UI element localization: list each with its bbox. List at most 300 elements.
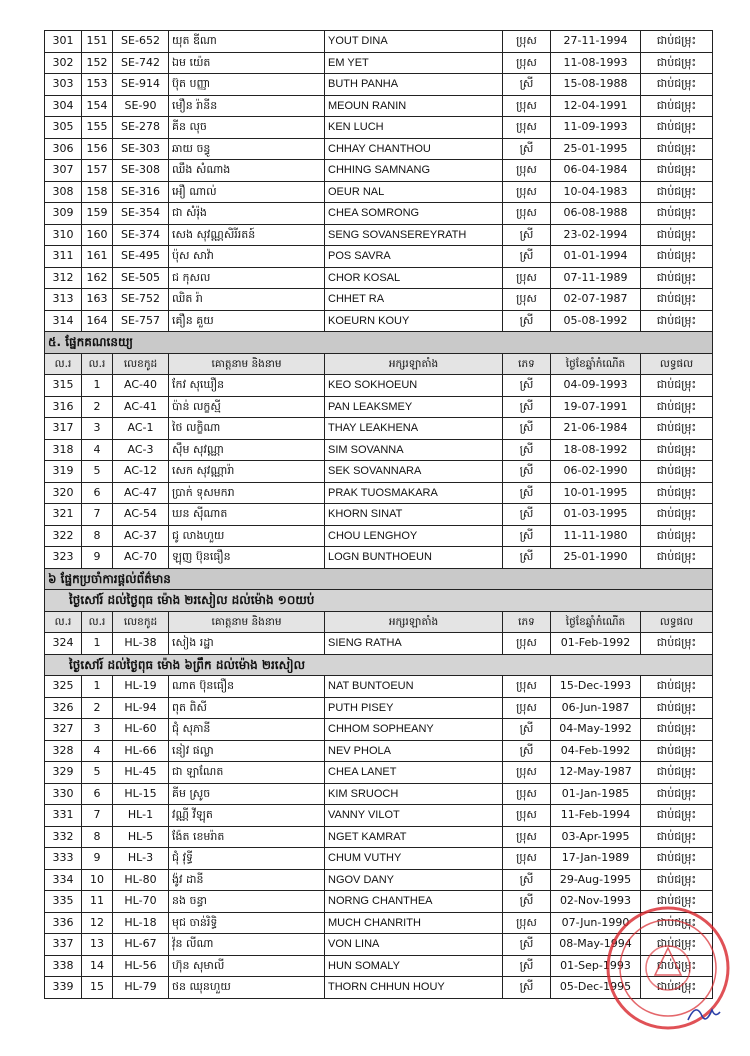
birth-date: 01-Sep-1993: [551, 955, 641, 977]
latin-name: THORN CHHUN HOUY: [325, 977, 503, 999]
group-number: 5: [82, 762, 113, 784]
group-number: 6: [82, 482, 113, 504]
gender: ស្រី: [503, 74, 551, 96]
group-number: 9: [82, 848, 113, 870]
shift-heading-text: ថ្ងៃសៅរ៍ ដល់ថ្ងៃពុធ ម៉ោង ៦ព្រឹក ដល់ម៉ោង ២រសៀល: [45, 654, 713, 676]
gender: ស្រី: [503, 224, 551, 246]
table-row: [45, 826, 713, 848]
column-header: លទ្ធផល: [641, 611, 713, 633]
official-seal-stamp: [600, 880, 730, 1040]
gender: ប្រុស: [503, 95, 551, 117]
row-number: 339: [45, 977, 82, 999]
gender: ប្រុស: [503, 848, 551, 870]
khmer-name: សេក សុវណ្ណារ៉ា: [169, 461, 325, 483]
group-number: 4: [82, 439, 113, 461]
row-number: 320: [45, 482, 82, 504]
table-row: [45, 697, 713, 719]
latin-name: MEOUN RANIN: [325, 95, 503, 117]
latin-name: KHORN SINAT: [325, 504, 503, 526]
result: ជាប់ជម្រុះ: [641, 697, 713, 719]
khmer-name: គឿន គួយ: [169, 310, 325, 332]
candidate-code: HL-18: [113, 912, 169, 934]
gender: ស្រី: [503, 740, 551, 762]
table-row: [45, 160, 713, 182]
gender: ប្រុស: [503, 160, 551, 182]
column-header: លទ្ធផល: [641, 353, 713, 375]
candidate-code: SE-742: [113, 52, 169, 74]
column-header: ល.រ: [82, 611, 113, 633]
group-number: 1: [82, 375, 113, 397]
section-heading-text: ៦ ផ្នែកប្រចាំការផ្តល់ព័ត៌មាន: [45, 568, 713, 590]
latin-name: KIM SRUOCH: [325, 783, 503, 805]
candidate-code: HL-94: [113, 697, 169, 719]
khmer-name: អឿ ណាល់: [169, 181, 325, 203]
gender: ប្រុស: [503, 826, 551, 848]
khmer-name: ស៊ឹម សុវណ្ណា: [169, 439, 325, 461]
gender: ស្រី: [503, 934, 551, 956]
result: ជាប់ជម្រុះ: [641, 719, 713, 741]
khmer-name: ឡុញ ប៊ុនធឿន: [169, 547, 325, 569]
latin-name: PUTH PISEY: [325, 697, 503, 719]
row-number: 307: [45, 160, 82, 182]
table-row: [45, 52, 713, 74]
candidate-code: SE-505: [113, 267, 169, 289]
result: ជាប់ជម្រុះ: [641, 246, 713, 268]
table-row: [45, 676, 713, 698]
table-row: [45, 138, 713, 160]
result: ជាប់ជម្រុះ: [641, 676, 713, 698]
result: ជាប់ជម្រុះ: [641, 439, 713, 461]
column-header-row: [45, 611, 713, 633]
latin-name: KOEURN KOUY: [325, 310, 503, 332]
result: ជាប់ជម្រុះ: [641, 289, 713, 311]
khmer-name: មុជ ចាន់រិទ្ធិ: [169, 912, 325, 934]
table-row: [45, 525, 713, 547]
row-number: 316: [45, 396, 82, 418]
birth-date: 01-Jan-1985: [551, 783, 641, 805]
group-number: 6: [82, 783, 113, 805]
row-number: 336: [45, 912, 82, 934]
table-row: [45, 267, 713, 289]
table-row: [45, 224, 713, 246]
row-number: 305: [45, 117, 82, 139]
result: ជាប់ជម្រុះ: [641, 633, 713, 655]
table-row: [45, 719, 713, 741]
birth-date: 03-Apr-1995: [551, 826, 641, 848]
candidate-code: SE-90: [113, 95, 169, 117]
result: ជាប់ជម្រុះ: [641, 375, 713, 397]
candidate-code: SE-914: [113, 74, 169, 96]
group-number: 156: [82, 138, 113, 160]
section-heading: [45, 332, 713, 354]
latin-name: NGET KAMRAT: [325, 826, 503, 848]
column-header: លេខកូដ: [113, 353, 169, 375]
table-row: [45, 246, 713, 268]
khmer-name: ជូ លាងហួយ: [169, 525, 325, 547]
group-number: 13: [82, 934, 113, 956]
row-number: 322: [45, 525, 82, 547]
group-number: 2: [82, 396, 113, 418]
latin-name: CHOU LENGHOY: [325, 525, 503, 547]
row-number: 310: [45, 224, 82, 246]
row-number: 329: [45, 762, 82, 784]
candidate-code: HL-45: [113, 762, 169, 784]
row-number: 331: [45, 805, 82, 827]
result: ជាប់ជម្រុះ: [641, 181, 713, 203]
birth-date: 01-03-1995: [551, 504, 641, 526]
candidate-code: HL-15: [113, 783, 169, 805]
gender: ស្រី: [503, 396, 551, 418]
khmer-name: ង៉ែត ខេមរ៉ាត: [169, 826, 325, 848]
group-number: 8: [82, 826, 113, 848]
khmer-name: ជុំ វុទ្ធី: [169, 848, 325, 870]
gender: ស្រី: [503, 375, 551, 397]
gender: ស្រី: [503, 547, 551, 569]
candidate-code: SE-354: [113, 203, 169, 225]
candidate-code: SE-757: [113, 310, 169, 332]
latin-name: KEO SOKHOEUN: [325, 375, 503, 397]
table-row: [45, 203, 713, 225]
birth-date: 29-Aug-1995: [551, 869, 641, 891]
birth-date: 23-02-1994: [551, 224, 641, 246]
group-number: 5: [82, 461, 113, 483]
birth-date: 11-11-1980: [551, 525, 641, 547]
birth-date: 01-Feb-1992: [551, 633, 641, 655]
candidate-code: HL-80: [113, 869, 169, 891]
row-number: 309: [45, 203, 82, 225]
table-row: [45, 633, 713, 655]
gender: ប្រុស: [503, 697, 551, 719]
khmer-name: គីន លុច: [169, 117, 325, 139]
khmer-name: ថៃ លក្ខិណា: [169, 418, 325, 440]
candidate-code: HL-19: [113, 676, 169, 698]
result: ជាប់ជម្រុះ: [641, 547, 713, 569]
latin-name: THAY LEAKHENA: [325, 418, 503, 440]
candidate-code: SE-374: [113, 224, 169, 246]
khmer-name: ឆាយ ចន្ធូ: [169, 138, 325, 160]
birth-date: 18-08-1992: [551, 439, 641, 461]
birth-date: 05-08-1992: [551, 310, 641, 332]
result: ជាប់ជម្រុះ: [641, 117, 713, 139]
row-number: 327: [45, 719, 82, 741]
birth-date: 25-01-1990: [551, 547, 641, 569]
candidate-code: SE-652: [113, 31, 169, 53]
khmer-name: ថន ឈុនហួយ: [169, 977, 325, 999]
group-number: 12: [82, 912, 113, 934]
birth-date: 15-Dec-1993: [551, 676, 641, 698]
gender: ប្រុស: [503, 52, 551, 74]
row-number: 314: [45, 310, 82, 332]
birth-date: 12-May-1987: [551, 762, 641, 784]
result: ជាប់ជម្រុះ: [641, 869, 713, 891]
birth-date: 06-08-1988: [551, 203, 641, 225]
birth-date: 15-08-1988: [551, 74, 641, 96]
result: ជាប់ជម្រុះ: [641, 783, 713, 805]
result: ជាប់ជម្រុះ: [641, 461, 713, 483]
candidate-code: SE-752: [113, 289, 169, 311]
group-number: 3: [82, 719, 113, 741]
column-header: អក្សរឡាតាំង: [325, 611, 503, 633]
gender: ស្រី: [503, 418, 551, 440]
row-number: 301: [45, 31, 82, 53]
results-table: [44, 30, 713, 999]
gender: ស្រី: [503, 891, 551, 913]
candidate-code: HL-66: [113, 740, 169, 762]
result: ជាប់ជម្រុះ: [641, 138, 713, 160]
row-number: 312: [45, 267, 82, 289]
latin-name: CHEA SOMRONG: [325, 203, 503, 225]
candidate-code: HL-79: [113, 977, 169, 999]
result: ជាប់ជម្រុះ: [641, 826, 713, 848]
result: ជាប់ជម្រុះ: [641, 525, 713, 547]
latin-name: YOUT DINA: [325, 31, 503, 53]
birth-date: 06-02-1990: [551, 461, 641, 483]
latin-name: CHHING SAMNANG: [325, 160, 503, 182]
gender: ស្រី: [503, 461, 551, 483]
result: ជាប់ជម្រុះ: [641, 762, 713, 784]
birth-date: 19-07-1991: [551, 396, 641, 418]
row-number: 325: [45, 676, 82, 698]
group-number: 8: [82, 525, 113, 547]
latin-name: PAN LEAKSMEY: [325, 396, 503, 418]
row-number: 337: [45, 934, 82, 956]
group-number: 3: [82, 418, 113, 440]
row-number: 304: [45, 95, 82, 117]
shift-heading-text: ថ្ងៃសៅរ៍ ដល់ថ្ងៃពុធ ម៉ោង ២រសៀល ដល់ម៉ោង ១០យប់: [45, 590, 713, 612]
birth-date: 06-04-1984: [551, 160, 641, 182]
candidate-code: SE-278: [113, 117, 169, 139]
birth-date: 06-Jun-1987: [551, 697, 641, 719]
row-number: 338: [45, 955, 82, 977]
table-row: [45, 762, 713, 784]
column-header: ភេទ: [503, 611, 551, 633]
row-number: 328: [45, 740, 82, 762]
table-row: [45, 418, 713, 440]
candidate-code: SE-308: [113, 160, 169, 182]
table-row: [45, 848, 713, 870]
column-header: លេខកូដ: [113, 611, 169, 633]
row-number: 330: [45, 783, 82, 805]
result: ជាប់ជម្រុះ: [641, 160, 713, 182]
candidate-code: HL-60: [113, 719, 169, 741]
khmer-name: នង ចន្ធា: [169, 891, 325, 913]
group-number: 162: [82, 267, 113, 289]
birth-date: 17-Jan-1989: [551, 848, 641, 870]
gender: ប្រុស: [503, 203, 551, 225]
candidate-code: HL-67: [113, 934, 169, 956]
khmer-name: ជា សំរ៉ុង: [169, 203, 325, 225]
gender: ប្រុស: [503, 31, 551, 53]
khmer-name: នៀវ ផល្លា: [169, 740, 325, 762]
gender: ប្រុស: [503, 117, 551, 139]
candidate-code: HL-56: [113, 955, 169, 977]
table-row: [45, 31, 713, 53]
result: ជាប់ជម្រុះ: [641, 740, 713, 762]
khmer-name: ជា ឡាណែត: [169, 762, 325, 784]
latin-name: OEUR NAL: [325, 181, 503, 203]
birth-date: 08-May-1994: [551, 934, 641, 956]
group-number: 9: [82, 547, 113, 569]
group-number: 161: [82, 246, 113, 268]
candidate-code: AC-47: [113, 482, 169, 504]
column-header: ល.រ: [45, 353, 82, 375]
khmer-name: គីម ស្រូច: [169, 783, 325, 805]
gender: ស្រី: [503, 719, 551, 741]
khmer-name: ឈឹង សំណាង: [169, 160, 325, 182]
table-row: [45, 289, 713, 311]
gender: ប្រុស: [503, 912, 551, 934]
latin-name: PRAK TUOSMAKARA: [325, 482, 503, 504]
result: ជាប់ជម្រុះ: [641, 934, 713, 956]
table-row: [45, 740, 713, 762]
latin-name: VANNY VILOT: [325, 805, 503, 827]
row-number: 324: [45, 633, 82, 655]
khmer-name: ប៉ាន់ លក្ខស្មី: [169, 396, 325, 418]
gender: ស្រី: [503, 482, 551, 504]
latin-name: CHHAY CHANTHOU: [325, 138, 503, 160]
gender: ប្រុស: [503, 181, 551, 203]
birth-date: 07-11-1989: [551, 267, 641, 289]
latin-name: SEK SOVANNARA: [325, 461, 503, 483]
birth-date: 11-09-1993: [551, 117, 641, 139]
group-number: 10: [82, 869, 113, 891]
table-row: [45, 547, 713, 569]
latin-name: CHHOM SOPHEANY: [325, 719, 503, 741]
candidate-code: AC-37: [113, 525, 169, 547]
khmer-name: ឃន ស៊ីណាត: [169, 504, 325, 526]
gender: ស្រី: [503, 439, 551, 461]
result: ជាប់ជម្រុះ: [641, 52, 713, 74]
results-sheet: [44, 30, 712, 999]
row-number: 333: [45, 848, 82, 870]
birth-date: 05-Dec-1995: [551, 977, 641, 999]
column-header: អក្សរឡាតាំង: [325, 353, 503, 375]
birth-date: 02-07-1987: [551, 289, 641, 311]
row-number: 332: [45, 826, 82, 848]
group-number: 14: [82, 955, 113, 977]
candidate-code: AC-54: [113, 504, 169, 526]
khmer-name: កែវ សុឃឿន: [169, 375, 325, 397]
row-number: 319: [45, 461, 82, 483]
gender: ស្រី: [503, 246, 551, 268]
result: ជាប់ជម្រុះ: [641, 891, 713, 913]
group-number: 1: [82, 633, 113, 655]
result: ជាប់ជម្រុះ: [641, 912, 713, 934]
table-row: [45, 482, 713, 504]
group-number: 163: [82, 289, 113, 311]
group-number: 11: [82, 891, 113, 913]
section-heading-text: ៥. ផ្នែកគណនេយ្យ: [45, 332, 713, 354]
gender: ស្រី: [503, 138, 551, 160]
birth-date: 11-Feb-1994: [551, 805, 641, 827]
latin-name: NAT BUNTOEUN: [325, 676, 503, 698]
row-number: 315: [45, 375, 82, 397]
table-row: [45, 181, 713, 203]
result: ជាប់ជម្រុះ: [641, 74, 713, 96]
result: ជាប់ជម្រុះ: [641, 95, 713, 117]
gender: ប្រុស: [503, 762, 551, 784]
row-number: 326: [45, 697, 82, 719]
candidate-code: HL-1: [113, 805, 169, 827]
table-row: [45, 117, 713, 139]
latin-name: NORNG CHANTHEA: [325, 891, 503, 913]
khmer-name: វណ្ណី វីឡុត: [169, 805, 325, 827]
group-number: 153: [82, 74, 113, 96]
birth-date: 11-08-1993: [551, 52, 641, 74]
result: ជាប់ជម្រុះ: [641, 31, 713, 53]
gender: ប្រុស: [503, 676, 551, 698]
latin-name: CHHET RA: [325, 289, 503, 311]
table-row: [45, 504, 713, 526]
column-header: ល.រ: [82, 353, 113, 375]
khmer-name: ង៉ូវ ដានី: [169, 869, 325, 891]
column-header: ថ្ងៃខែឆ្នាំកំណើត: [551, 611, 641, 633]
shift-heading: [45, 590, 713, 612]
latin-name: BUTH PANHA: [325, 74, 503, 96]
column-header: ភេទ: [503, 353, 551, 375]
candidate-code: AC-70: [113, 547, 169, 569]
row-number: 308: [45, 181, 82, 203]
group-number: 4: [82, 740, 113, 762]
table-row: [45, 375, 713, 397]
group-number: 15: [82, 977, 113, 999]
gender: ស្រី: [503, 977, 551, 999]
birth-date: 01-01-1994: [551, 246, 641, 268]
result: ជាប់ជម្រុះ: [641, 267, 713, 289]
khmer-name: សេង សុវណ្ណសិរីរតន៍: [169, 224, 325, 246]
group-number: 7: [82, 805, 113, 827]
group-number: 154: [82, 95, 113, 117]
result: ជាប់ជម្រុះ: [641, 310, 713, 332]
birth-date: 27-11-1994: [551, 31, 641, 53]
table-row: [45, 783, 713, 805]
latin-name: KEN LUCH: [325, 117, 503, 139]
gender: ស្រី: [503, 525, 551, 547]
latin-name: CHUM VUTHY: [325, 848, 503, 870]
latin-name: LOGN BUNTHOEUN: [325, 547, 503, 569]
row-number: 334: [45, 869, 82, 891]
column-header: ថ្ងៃខែឆ្នាំកំណើត: [551, 353, 641, 375]
birth-date: 10-04-1983: [551, 181, 641, 203]
row-number: 335: [45, 891, 82, 913]
result: ជាប់ជម្រុះ: [641, 805, 713, 827]
candidate-code: AC-1: [113, 418, 169, 440]
row-number: 302: [45, 52, 82, 74]
latin-name: POS SAVRA: [325, 246, 503, 268]
candidate-code: AC-40: [113, 375, 169, 397]
result: ជាប់ជម្រុះ: [641, 396, 713, 418]
candidate-code: HL-38: [113, 633, 169, 655]
birth-date: 21-06-1984: [551, 418, 641, 440]
group-number: 159: [82, 203, 113, 225]
gender: ស្រី: [503, 955, 551, 977]
khmer-name: ជុំ សុភានី: [169, 719, 325, 741]
birth-date: 25-01-1995: [551, 138, 641, 160]
group-number: 164: [82, 310, 113, 332]
khmer-name: ប៉ុស សាវ៉ា: [169, 246, 325, 268]
latin-name: MUCH CHANRITH: [325, 912, 503, 934]
group-number: 152: [82, 52, 113, 74]
row-number: 321: [45, 504, 82, 526]
group-number: 157: [82, 160, 113, 182]
group-number: 151: [82, 31, 113, 53]
table-row: [45, 95, 713, 117]
result: ជាប់ជម្រុះ: [641, 224, 713, 246]
latin-name: CHOR KOSAL: [325, 267, 503, 289]
latin-name: NEV PHOLA: [325, 740, 503, 762]
birth-date: 04-Feb-1992: [551, 740, 641, 762]
row-number: 318: [45, 439, 82, 461]
